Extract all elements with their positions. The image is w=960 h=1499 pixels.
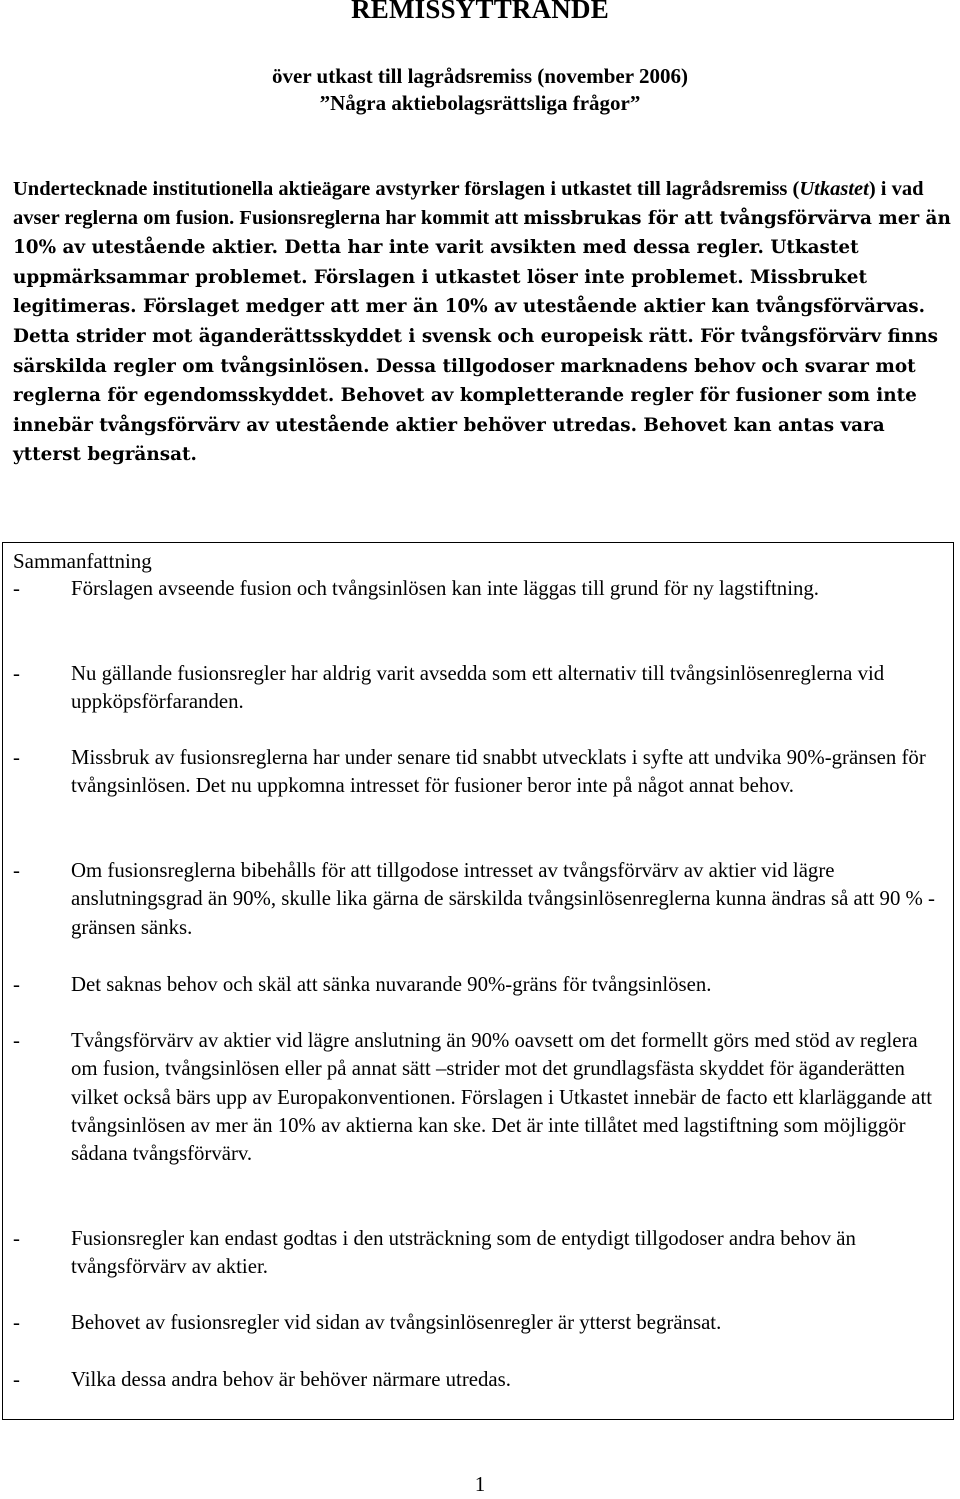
summary-heading: Sammanfattning [13, 549, 152, 573]
list-dash: - [13, 1227, 20, 1250]
intro-text-rest: missbrukas för att tvångsförvärva mer än 10% av utestående aktier. Detta har inte varit avsikten med dessa regler. Utkastet uppmärksammar problemet. Förslagen i utkastet löser inte problemet. Missbruket legitimeras. Förslaget medger att mer än 10% av utestående aktier kan tvångsförvärvas. Detta strider mot äganderättsskyddet i svensk och europeisk rätt. För tvångsförvärv finns särskilda regler om tvångsinlösen. Dessa tillgodoser marknadens behov och svarar mot reglerna för egendomsskyddet. Behovet av kompletterande regler för fusioner som inte innebär tvångsförvärv av utestående aktier behöver utredas. Behovet kan antas vara ytterst begränsat. [13, 207, 951, 466]
list-dash: - [13, 1311, 20, 1334]
intro-emphasis: Utkastet [799, 178, 869, 200]
list-dash: - [13, 859, 20, 882]
summary-item-text: Tvångsförvärv av aktier vid lägre anslutning än 90% oavsett om det formellt görs med stöd av reglera om fusion, tvångsinlösen eller på annat sätt –strider mot det grundlagsfästa skyddet för äganderätten vilket också bärs upp av Europakonventionen. Förslagen i Utkastet innebär de facto ett klarläggande att tvångsinlösen av mer än 10% av aktierna kan ske. Det är inte tillåtet med lagstiftning som möjliggör sådana tvångsförvärv. [71, 1029, 933, 1166]
summary-box [2, 542, 954, 1420]
summary-item-text: Behovet av fusionsregler vid sidan av tvångsinlösenregler är ytterst begränsat. [71, 1311, 722, 1334]
intro-text-start: Undertecknade institutionella aktieägare avstyrker förslagen i utkastet till lagrådsremiss ( [13, 178, 800, 200]
intro-text-mid: ) i vad avser reglerna om fusion. Fusionsreglerna har kommit att [13, 178, 924, 229]
list-dash: - [13, 1029, 20, 1052]
summary-item-text: Det saknas behov och skäl att sänka nuvarande 90%-gräns för tvångsinlösen. [71, 973, 712, 996]
summary-item-text: Om fusionsreglerna bibehålls för att tillgodose intresset av tvångsförvärv av aktier vid lägre anslutningsgrad än 90%, skulle lika gärna de särskilda tvångsinlösenreglerna kunna ändras så att 90 % - gränsen sänks. [71, 859, 935, 939]
list-dash: - [13, 973, 20, 996]
summary-item-text: Vilka dessa andra behov är behöver närmare utredas. [71, 1368, 511, 1391]
list-dash: - [13, 577, 20, 600]
summary-item-text: Missbruk av fusionsreglerna har under senare tid snabbt utvecklats i syfte att undvika 90%-gränsen för tvångsinlösen. Det nu uppkomna intresset för fusioner beror inte på något annat behov. [71, 746, 926, 798]
page-number: 1 [474, 1472, 486, 1496]
summary-item-text: Förslagen avseende fusion och tvångsinlösen kan inte läggas till grund för ny lagstiftning. [71, 577, 819, 600]
summary-item-text: Nu gällande fusionsregler har aldrig varit avsedda som ett alternativ till tvångsinlösenreglerna vid uppköpsförfaranden. [71, 662, 885, 714]
document-title: REMISSYTTRANDE [351, 0, 609, 24]
document-subtitle-quote: ”Några aktiebolagsrättsliga frågor” [319, 91, 641, 115]
list-dash: - [13, 746, 20, 769]
intro-paragraph [13, 175, 953, 470]
summary-item-text: Fusionsregler kan endast godtas i den utsträckning som de entydigt tillgodoser andra behov än tvångsförvärv av aktier. [71, 1227, 856, 1279]
list-dash: - [13, 662, 20, 685]
document-subtitle: över utkast till lagrådsremiss (november 2006) [272, 64, 688, 88]
list-dash: - [13, 1368, 20, 1391]
